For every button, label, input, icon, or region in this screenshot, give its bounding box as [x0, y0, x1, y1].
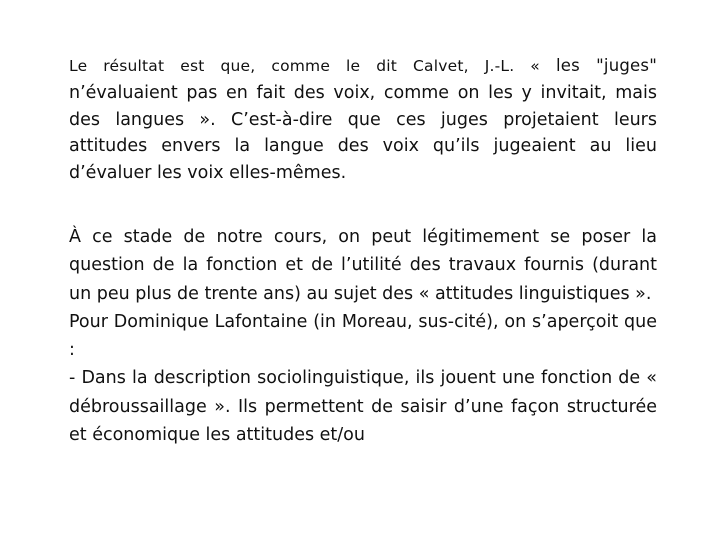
text-line-question: À ce stade de notre cours, on peut légitimement se poser la question de la fonction et de l’utilité des travaux fournis (durant un peu plus de trente ans) au sujet des « attitudes linguistiques ».: [69, 227, 657, 304]
first-line-quoted: les "juges": [555, 56, 657, 75]
paragraph-attitudes: [69, 223, 657, 449]
paragraph-calvet-quote: [69, 52, 657, 186]
text-line-description: - Dans la description sociolinguistique, ils jouent une fonction de « débroussaillage ». Ils permettent de saisir d’une façon structurée et économique les attitudes et/ou: [69, 368, 657, 446]
paragraph-first-line: [69, 52, 657, 80]
first-line-text: Le résultat est que, comme le dit Calvet, J.-L. «: [69, 57, 556, 75]
text-line-lafontaine: Pour Dominique Lafontaine (in Moreau, sus-cité), on s’aperçoit que :: [69, 311, 657, 361]
paragraph-continuation: n’évaluaient pas en fait des voix, comme on les y invitait, mais des langues ». C’est-à-dire que ces juges projetaient leurs attitudes envers la langue des voix qu’ils jugeaient au lieu d’évaluer les voix elles-mêmes.: [69, 83, 657, 183]
